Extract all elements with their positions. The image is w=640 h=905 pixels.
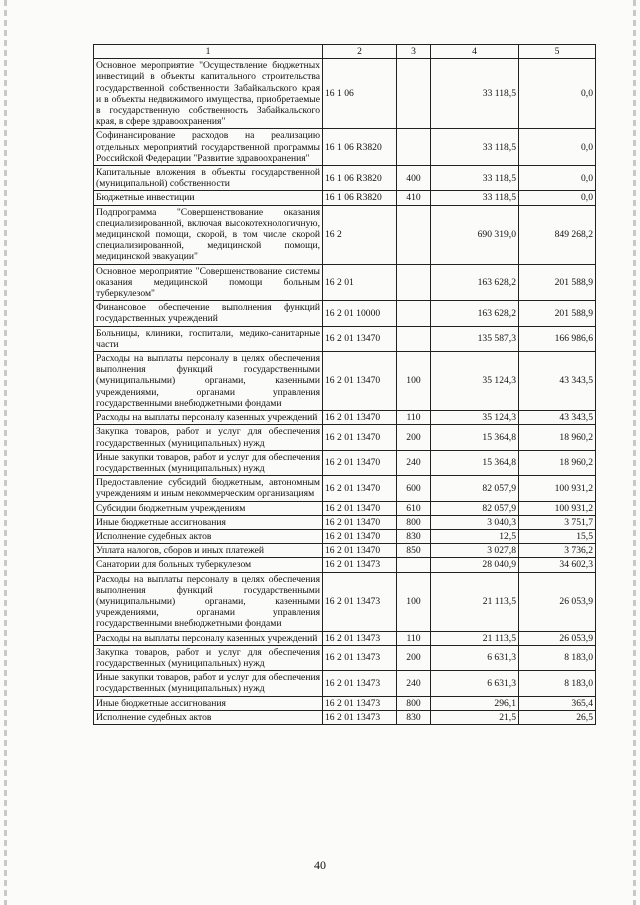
- expense-name-cell: Бюджетные инвестиции: [94, 191, 323, 205]
- expense-name-cell: Расходы на выплаты персоналу в целях обеспечения выполнения функций государственными (муниципальными) органами, казенными учреждениями, органами управления государственными внебюджетными фондами: [94, 572, 323, 631]
- amount-year2-cell: 18 960,2: [519, 425, 596, 450]
- expense-name-cell: Субсидии бюджетным учреждениям: [94, 501, 323, 515]
- expense-name-cell: Иные бюджетные ассигнования: [94, 515, 323, 529]
- table-row: [94, 671, 596, 696]
- amount-year1-cell: 33 118,5: [431, 191, 519, 205]
- amount-year2-cell: 8 183,0: [519, 645, 596, 670]
- amount-year1-cell: 33 118,5: [431, 129, 519, 166]
- table-body: [94, 59, 596, 725]
- table-row: [94, 352, 596, 411]
- expense-type-code-cell: 110: [397, 411, 431, 425]
- amount-year2-cell: 3 736,2: [519, 544, 596, 558]
- amount-year2-cell: 0,0: [519, 129, 596, 166]
- table-row: [94, 544, 596, 558]
- target-article-code-cell: 16 2 01 13470: [323, 411, 397, 425]
- scan-edge-left: [4, 0, 7, 905]
- table-row: [94, 572, 596, 631]
- target-article-code-cell: 16 2 01 13470: [323, 476, 397, 501]
- expense-type-code-cell: 410: [397, 191, 431, 205]
- expense-type-code-cell: 400: [397, 166, 431, 191]
- amount-year1-cell: 3 027,8: [431, 544, 519, 558]
- table-header-row: [94, 45, 596, 59]
- expense-name-cell: Уплата налогов, сборов и иных платежей: [94, 544, 323, 558]
- expense-type-code-cell: 850: [397, 544, 431, 558]
- amount-year1-cell: 35 124,3: [431, 352, 519, 411]
- amount-year2-cell: 15,5: [519, 529, 596, 543]
- target-article-code-cell: 16 2 01 13470: [323, 425, 397, 450]
- table-row: [94, 411, 596, 425]
- target-article-code-cell: 16 2 01 13470: [323, 450, 397, 475]
- table-row: [94, 166, 596, 191]
- expense-type-code-cell: 240: [397, 450, 431, 475]
- target-article-code-cell: 16 2 01 13470: [323, 501, 397, 515]
- expense-type-code-cell: 240: [397, 671, 431, 696]
- amount-year1-cell: 35 124,3: [431, 411, 519, 425]
- budget-table: [93, 44, 596, 725]
- amount-year2-cell: 100 931,2: [519, 501, 596, 515]
- target-article-code-cell: 16 2 01 13470: [323, 529, 397, 543]
- amount-year2-cell: 0,0: [519, 166, 596, 191]
- amount-year1-cell: 296,1: [431, 696, 519, 710]
- target-article-code-cell: 16 1 06 R3820: [323, 166, 397, 191]
- amount-year2-cell: 26 053,9: [519, 572, 596, 631]
- amount-year1-cell: 15 364,8: [431, 425, 519, 450]
- amount-year1-cell: 33 118,5: [431, 166, 519, 191]
- expense-type-code-cell: [397, 558, 431, 572]
- table-row: [94, 129, 596, 166]
- scan-edge-right: [633, 0, 636, 905]
- amount-year2-cell: 8 183,0: [519, 671, 596, 696]
- amount-year2-cell: 201 588,9: [519, 264, 596, 301]
- expense-name-cell: Расходы на выплаты персоналу казенных учреждений: [94, 631, 323, 645]
- table-row: [94, 476, 596, 501]
- table-row: [94, 425, 596, 450]
- table-row: [94, 529, 596, 543]
- amount-year1-cell: 15 364,8: [431, 450, 519, 475]
- amount-year1-cell: 21 113,5: [431, 572, 519, 631]
- amount-year2-cell: 26 053,9: [519, 631, 596, 645]
- column-header-5: 5: [519, 45, 596, 59]
- amount-year2-cell: 849 268,2: [519, 205, 596, 264]
- amount-year2-cell: 365,4: [519, 696, 596, 710]
- target-article-code-cell: 16 2 01: [323, 264, 397, 301]
- target-article-code-cell: 16 2: [323, 205, 397, 264]
- page-number: 40: [314, 858, 326, 872]
- amount-year1-cell: 82 057,9: [431, 476, 519, 501]
- target-article-code-cell: 16 2 01 13473: [323, 696, 397, 710]
- expense-name-cell: Расходы на выплаты персоналу казенных учреждений: [94, 411, 323, 425]
- amount-year1-cell: 21,5: [431, 710, 519, 724]
- expense-type-code-cell: [397, 205, 431, 264]
- amount-year2-cell: 43 343,5: [519, 352, 596, 411]
- expense-name-cell: Иные бюджетные ассигнования: [94, 696, 323, 710]
- expense-type-code-cell: 100: [397, 352, 431, 411]
- table-row: [94, 645, 596, 670]
- expense-type-code-cell: [397, 301, 431, 326]
- target-article-code-cell: 16 1 06 R3820: [323, 191, 397, 205]
- table-row: [94, 450, 596, 475]
- expense-type-code-cell: 830: [397, 710, 431, 724]
- expense-type-code-cell: 800: [397, 696, 431, 710]
- target-article-code-cell: 16 1 06 R3820: [323, 129, 397, 166]
- amount-year2-cell: 201 588,9: [519, 301, 596, 326]
- expense-name-cell: Основное мероприятие "Совершенствование системы оказания медицинской помощи больным туберкулезом": [94, 264, 323, 301]
- expense-name-cell: Предоставление субсидий бюджетным, автономным учреждениям и иным некоммерческим организациям: [94, 476, 323, 501]
- expense-name-cell: Санатории для больных туберкулезом: [94, 558, 323, 572]
- target-article-code-cell: 16 2 01 13473: [323, 631, 397, 645]
- column-header-3: 3: [397, 45, 431, 59]
- target-article-code-cell: 16 2 01 13470: [323, 515, 397, 529]
- amount-year1-cell: 21 113,5: [431, 631, 519, 645]
- amount-year2-cell: 3 751,7: [519, 515, 596, 529]
- table-row: [94, 59, 596, 129]
- table-row: [94, 710, 596, 724]
- expense-name-cell: Закупка товаров, работ и услуг для обеспечения государственных (муниципальных) нужд: [94, 425, 323, 450]
- amount-year2-cell: 18 960,2: [519, 450, 596, 475]
- expense-type-code-cell: [397, 129, 431, 166]
- amount-year1-cell: 163 628,2: [431, 264, 519, 301]
- amount-year2-cell: 100 931,2: [519, 476, 596, 501]
- amount-year1-cell: 163 628,2: [431, 301, 519, 326]
- target-article-code-cell: 16 2 01 13470: [323, 352, 397, 411]
- expense-name-cell: Закупка товаров, работ и услуг для обеспечения государственных (муниципальных) нужд: [94, 645, 323, 670]
- column-header-4: 4: [431, 45, 519, 59]
- expense-name-cell: Финансовое обеспечение выполнения функций государственных учреждений: [94, 301, 323, 326]
- expense-name-cell: Исполнение судебных актов: [94, 710, 323, 724]
- expense-type-code-cell: [397, 264, 431, 301]
- table-row: [94, 501, 596, 515]
- target-article-code-cell: 16 2 01 13473: [323, 572, 397, 631]
- expense-type-code-cell: 600: [397, 476, 431, 501]
- target-article-code-cell: 16 2 01 13470: [323, 544, 397, 558]
- amount-year1-cell: 82 057,9: [431, 501, 519, 515]
- target-article-code-cell: 16 1 06: [323, 59, 397, 129]
- amount-year1-cell: 3 040,3: [431, 515, 519, 529]
- expense-type-code-cell: [397, 326, 431, 351]
- column-header-1: 1: [94, 45, 323, 59]
- expense-name-cell: Подпрограмма "Совершенствование оказания специализированной, включая высокотехнологичную, медицинской помощи, скорой, в том числе скорой специализированной, медицинской помощи, медицинской эвакуации": [94, 205, 323, 264]
- target-article-code-cell: 16 2 01 13473: [323, 671, 397, 696]
- expense-name-cell: Капитальные вложения в объекты государственной (муниципальной) собственности: [94, 166, 323, 191]
- table-row: [94, 558, 596, 572]
- target-article-code-cell: 16 2 01 13473: [323, 710, 397, 724]
- expense-type-code-cell: 830: [397, 529, 431, 543]
- amount-year1-cell: 6 631,3: [431, 645, 519, 670]
- expense-name-cell: Иные закупки товаров, работ и услуг для обеспечения государственных (муниципальных) нужд: [94, 671, 323, 696]
- amount-year2-cell: 0,0: [519, 191, 596, 205]
- target-article-code-cell: 16 2 01 10000: [323, 301, 397, 326]
- column-header-2: 2: [323, 45, 397, 59]
- expense-name-cell: Софинансирование расходов на реализацию отдельных мероприятий государственной программы Российской Федерации "Развитие здравоохранения": [94, 129, 323, 166]
- expense-type-code-cell: 200: [397, 425, 431, 450]
- expense-name-cell: Иные закупки товаров, работ и услуг для обеспечения государственных (муниципальных) нужд: [94, 450, 323, 475]
- expense-type-code-cell: 610: [397, 501, 431, 515]
- amount-year1-cell: 690 319,0: [431, 205, 519, 264]
- expense-name-cell: Исполнение судебных актов: [94, 529, 323, 543]
- table-row: [94, 301, 596, 326]
- amount-year2-cell: 34 602,3: [519, 558, 596, 572]
- expense-type-code-cell: 800: [397, 515, 431, 529]
- amount-year2-cell: 43 343,5: [519, 411, 596, 425]
- expense-name-cell: Расходы на выплаты персоналу в целях обеспечения выполнения функций государственными (муниципальными) органами, казенными учреждениями, органами управления государственными внебюджетными фондами: [94, 352, 323, 411]
- amount-year2-cell: 26,5: [519, 710, 596, 724]
- amount-year1-cell: 12,5: [431, 529, 519, 543]
- amount-year1-cell: 28 040,9: [431, 558, 519, 572]
- table-row: [94, 631, 596, 645]
- amount-year2-cell: 166 986,6: [519, 326, 596, 351]
- expense-name-cell: Больницы, клиники, госпитали, медико-санитарные части: [94, 326, 323, 351]
- target-article-code-cell: 16 2 01 13473: [323, 558, 397, 572]
- amount-year1-cell: 135 587,3: [431, 326, 519, 351]
- target-article-code-cell: 16 2 01 13470: [323, 326, 397, 351]
- target-article-code-cell: 16 2 01 13473: [323, 645, 397, 670]
- expense-type-code-cell: 200: [397, 645, 431, 670]
- table-row: [94, 696, 596, 710]
- table-row: [94, 326, 596, 351]
- table-row: [94, 205, 596, 264]
- amount-year1-cell: 6 631,3: [431, 671, 519, 696]
- table-row: [94, 191, 596, 205]
- table-row: [94, 515, 596, 529]
- amount-year2-cell: 0,0: [519, 59, 596, 129]
- expense-type-code-cell: 110: [397, 631, 431, 645]
- expense-name-cell: Основное мероприятие "Осуществление бюджетных инвестиций в объекты капитального строительства государственной собственности Забайкальского края и в объекты недвижимого имущества, приобретаемые в государственную собственность Забайкальского края, в сфере здравоохранения": [94, 59, 323, 129]
- table-row: [94, 264, 596, 301]
- amount-year1-cell: 33 118,5: [431, 59, 519, 129]
- expense-type-code-cell: 100: [397, 572, 431, 631]
- expense-type-code-cell: [397, 59, 431, 129]
